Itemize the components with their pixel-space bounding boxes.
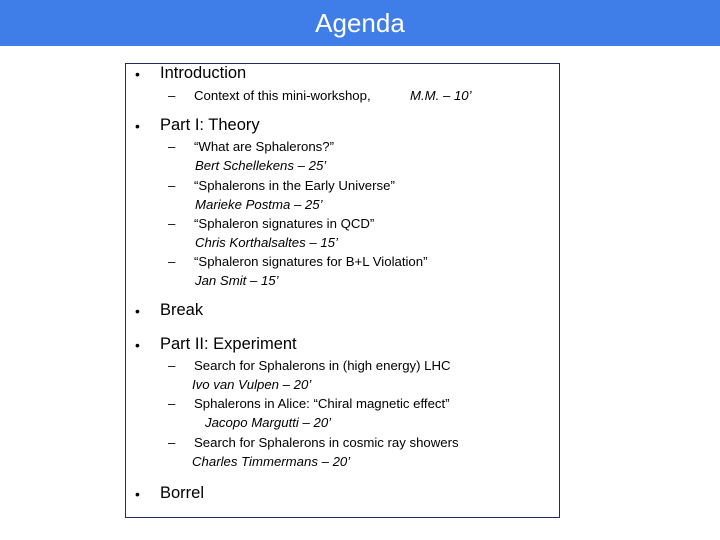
theory-talk-author: Chris Korthalsaltes – 15’ <box>195 235 338 250</box>
talk-title: “Sphaleron signatures for B+L Violation” <box>194 254 428 269</box>
bullet-icon: • <box>135 118 140 134</box>
talk-title: “Sphaleron signatures in QCD” <box>194 216 375 231</box>
experiment-talk-title <box>168 396 450 411</box>
dash-icon: – <box>168 396 176 411</box>
intro-talk-author: M.M. – 10’ <box>410 88 472 103</box>
intro-talk <box>168 88 371 103</box>
bullet-icon: • <box>135 486 140 502</box>
bullet-icon: • <box>135 66 140 82</box>
bullet-icon: • <box>135 303 140 319</box>
experiment-talk-author: Charles Timmermans – 20’ <box>192 454 351 469</box>
section-borrel: Borrel <box>160 484 205 502</box>
section-theory: Part I: Theory <box>160 116 260 134</box>
theory-talk-title <box>168 178 395 193</box>
section-introduction: Introduction <box>160 64 247 82</box>
theory-talk-author: Jan Smit – 15’ <box>195 273 279 288</box>
dash-icon: – <box>168 358 176 373</box>
dash-icon: – <box>168 139 176 154</box>
bullet-icon: • <box>135 337 140 353</box>
talk-title: Search for Sphalerons in cosmic ray showers <box>194 435 459 450</box>
experiment-talk-author: Ivo van Vulpen – 20’ <box>192 377 312 392</box>
section-experiment: Part II: Experiment <box>160 335 297 353</box>
slide-title: Agenda <box>315 7 405 38</box>
talk-title: “What are Sphalerons?” <box>194 139 335 154</box>
theory-talk-title <box>168 254 428 269</box>
talk-title: Search for Sphalerons in (high energy) LHC <box>194 358 451 373</box>
talk-title: Sphalerons in Alice: “Chiral magnetic effect” <box>194 396 450 411</box>
talk-title: “Sphalerons in the Early Universe” <box>194 178 395 193</box>
section-break: Break <box>160 301 204 319</box>
experiment-talk-author: Jacopo Margutti – 20’ <box>205 415 332 430</box>
dash-icon: – <box>168 435 176 450</box>
experiment-talk-title <box>168 358 451 373</box>
dash-icon: – <box>168 88 176 103</box>
agenda-box <box>125 63 560 518</box>
intro-talk-title: Context of this mini-workshop, <box>194 88 371 103</box>
slide-title-bar <box>0 0 720 46</box>
experiment-talk-title <box>168 435 459 450</box>
theory-talk-title <box>168 139 334 154</box>
theory-talk-author: Bert Schellekens – 25’ <box>195 158 327 173</box>
dash-icon: – <box>168 254 176 269</box>
theory-talk-title <box>168 216 374 231</box>
theory-talk-author: Marieke Postma – 25’ <box>195 197 323 212</box>
dash-icon: – <box>168 178 176 193</box>
dash-icon: – <box>168 216 176 231</box>
